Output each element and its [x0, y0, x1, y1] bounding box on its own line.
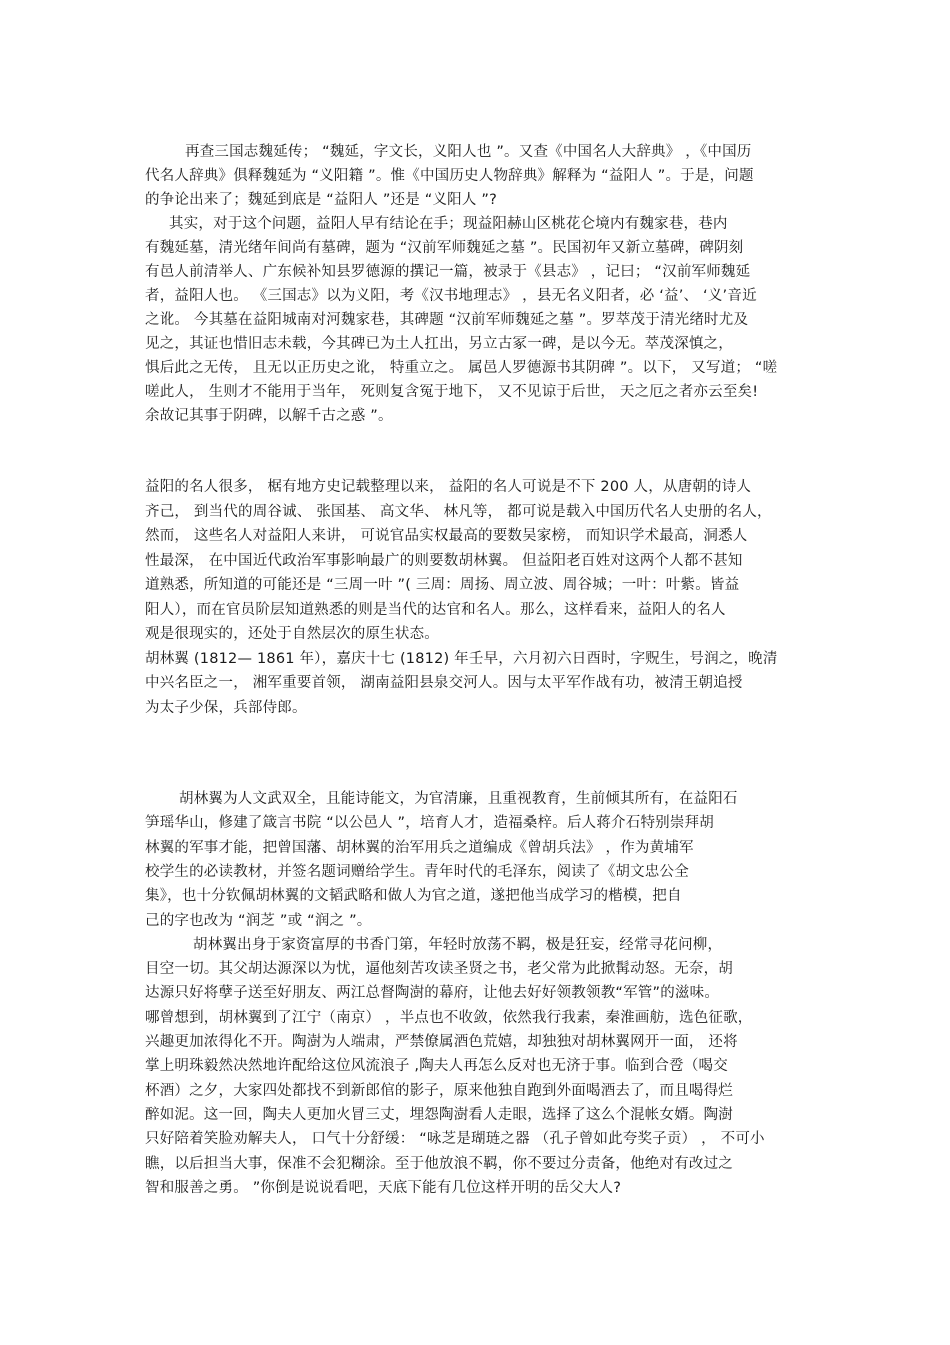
text-line: 再查三国志魏延传； “魏延，字文长，义阳人也 ”。又查《中国名人大辞典》 ，《中国历 — [185, 144, 752, 160]
text-line: 余故记其事于阴碑，以解千古之惑 ”。 — [145, 408, 393, 424]
text-line: 校学生的必读教材，并签名题词赠给学生。青年时代的毛泽东，阅读了《胡文忠公全 — [145, 863, 689, 880]
text-line: 达源只好将孽子送至好朋友、两江总督陶澍的幕府，让他去好好领教领教“军管”的滋味。 — [145, 985, 720, 1002]
text-line: 性最深， 在中国近代政治军事影响最广的则要数胡林翼。 但益阳老百姓对这两个人都不甚知 — [145, 552, 743, 569]
text-line: 嗟此人， 生则才不能用于当年， 死则复含冤于地下， 又不见谅于后世， 天之厄之者亦云至矣! — [145, 384, 759, 400]
text-line: 胡林翼 (1812— 1861 年），嘉庆十七 (1812) 年壬早，六月初六日酉时，字贶生，号润之，晚清 — [145, 650, 778, 667]
text-line: 目空一切。其父胡达源深以为忧，逼他刻苦攻读圣贤之书，老父常为此掀髯动怒。无奈，胡 — [145, 961, 733, 978]
text-line: 齐己， 到当代的周谷诚、 张国基、 高文华、 林凡等， 都可说是载入中国历代名人史册的名人， — [145, 503, 772, 520]
text-line: 为太子少保，兵部侍郎。 — [145, 699, 307, 716]
text-line: 益阳的名人很多， 椐有地方史记载整理以来， 益阳的名人可说是不下 200 人，从唐朝的诗人 — [145, 479, 752, 495]
text-line: 醉如泥。这一回，陶夫人更加火冒三丈，埋怨陶澍看人走眼，选择了这么个混帐女婿。陶澍 — [145, 1106, 733, 1123]
text-line: 观是很现实的，还处于自然层次的原生状态。 — [145, 626, 439, 642]
text-line: 己的字也改为 “润芝 ”或 “润之 ”。 — [145, 912, 372, 929]
text-line: 杯酒）之夕，大家四处都找不到新郎倌的影子，原来他独自跑到外面喝酒去了，而且喝得烂 — [145, 1082, 733, 1099]
text-line: 的争论出来了；魏延到底是 “益阳人 ”还是 “义阳人 ”? — [145, 192, 497, 208]
text-line: 者，益阳人也。 《三国志》以为义阳，考《汉书地理志》 ，县无名义阳者，必 ‘益’、 ‘义’音近 — [145, 288, 757, 304]
text-line: 瞧，以后担当大事，保准不会犯糊涂。至于他放浪不羁，你不要过分责备，他绝对有改过之 — [145, 1155, 733, 1172]
text-line: 见之，其证也惜旧志未载，今其碑已为土人扛出，另立古冢一碑，是以今无。萃茂深慎之， — [145, 336, 733, 352]
text-line: 笋瑶华山，修建了箴言书院 “以公邑人 ”，培育人才，造福桑梓。后人蒋介石特别崇拜胡 — [145, 815, 714, 832]
text-line: 集》，也十分钦佩胡林翼的文韬武略和做人为官之道，遂把他当成学习的楷模，把自 — [145, 888, 682, 905]
text-line: 然而， 这些名人对益阳人来讲， 可说官品实权最高的要数吴家榜， 而知识学术最高，洞悉人 — [145, 528, 748, 544]
text-line: 代名人辞典》俱释魏延为 “义阳籍 ”。惟《中国历史人物辞典》解释为 “益阳人 ”。于是，问题 — [145, 168, 754, 184]
text-line: 之讹。 今其墓在益阳城南对河魏家巷，其碑题 “汉前军师魏延之墓 ”。罗萃茂于清光绪时尤及 — [145, 312, 749, 328]
text-line: 胡林翼出身于家资富厚的书香门第，年轻时放荡不羁，极是狂妄，经常寻花问柳， — [193, 936, 723, 953]
text-line: 兴趣更加浓得化不开。陶澍为人端肃，严禁僚属酒色荒嬉，却独独对胡林翼网开一面， 还将 — [145, 1034, 738, 1050]
text-line: 有魏延墓，清光绪年间尚有墓碑，题为 “汉前军师魏延之墓 ”。民国初年又新立墓碑，碑阴刻 — [145, 240, 744, 256]
text-line: 胡林翼为人文武双全，且能诗能文，为官清廉，且重视教育，生前倾其所有，在益阳石 — [179, 791, 738, 807]
text-line: 林翼的军事才能，把曾国藩、胡林翼的治军用兵之道编成《曾胡兵法》 ，作为黄埔军 — [145, 839, 694, 856]
text-line: 道熟悉，所知道的可能还是 “三周一叶 ”( 三周：周扬、周立波、周谷城；一叶：叶紫。皆益 — [145, 577, 740, 593]
text-line: 中兴名臣之一， 湘军重要首领， 湖南益阳县泉交河人。因与太平军作战有功，被清王朝追授 — [145, 675, 743, 691]
text-line: 阳人），而在官员阶层知道熟悉的则是当代的达官和名人。那么，这样看来，益阳人的名人 — [145, 601, 726, 618]
text-line: 智和服善之勇。 ”你倒是说说看吧，天底下能有几位这样开明的岳父大人? — [145, 1179, 622, 1196]
text-line: 只好陪着笑脸劝解夫人， 口气十分舒缓： “咏芝是瑚琏之器 （孔子曾如此夸奖子贡） ， 不可小 — [145, 1131, 765, 1148]
text-line: 有邑人前清举人、广东候补知县罗德源的撰记一篇，被录于《县志》 ，记曰； “汉前军师魏延 — [145, 264, 751, 280]
text-line: 掌上明珠毅然决然地许配给这位风流浪子 ,陶夫人再怎么反对也无济于事。临到合卺（喝交 — [145, 1058, 728, 1075]
text-line: 哪曾想到，胡林翼到了江宁（南京） ，半点也不收敛，依然我行我素，秦淮画舫，选色征歌， — [145, 1009, 753, 1026]
text-line: 其实，对于这个问题，益阳人早有结论在手；现益阳赫山区桃花仑境内有魏家巷，巷内 — [169, 216, 728, 232]
text-line: 惧后此之无传， 且无以正历史之讹， 特重立之。 属邑人罗德源书其阴碑 ”。以下， 又写道； “嗟 — [145, 360, 778, 376]
